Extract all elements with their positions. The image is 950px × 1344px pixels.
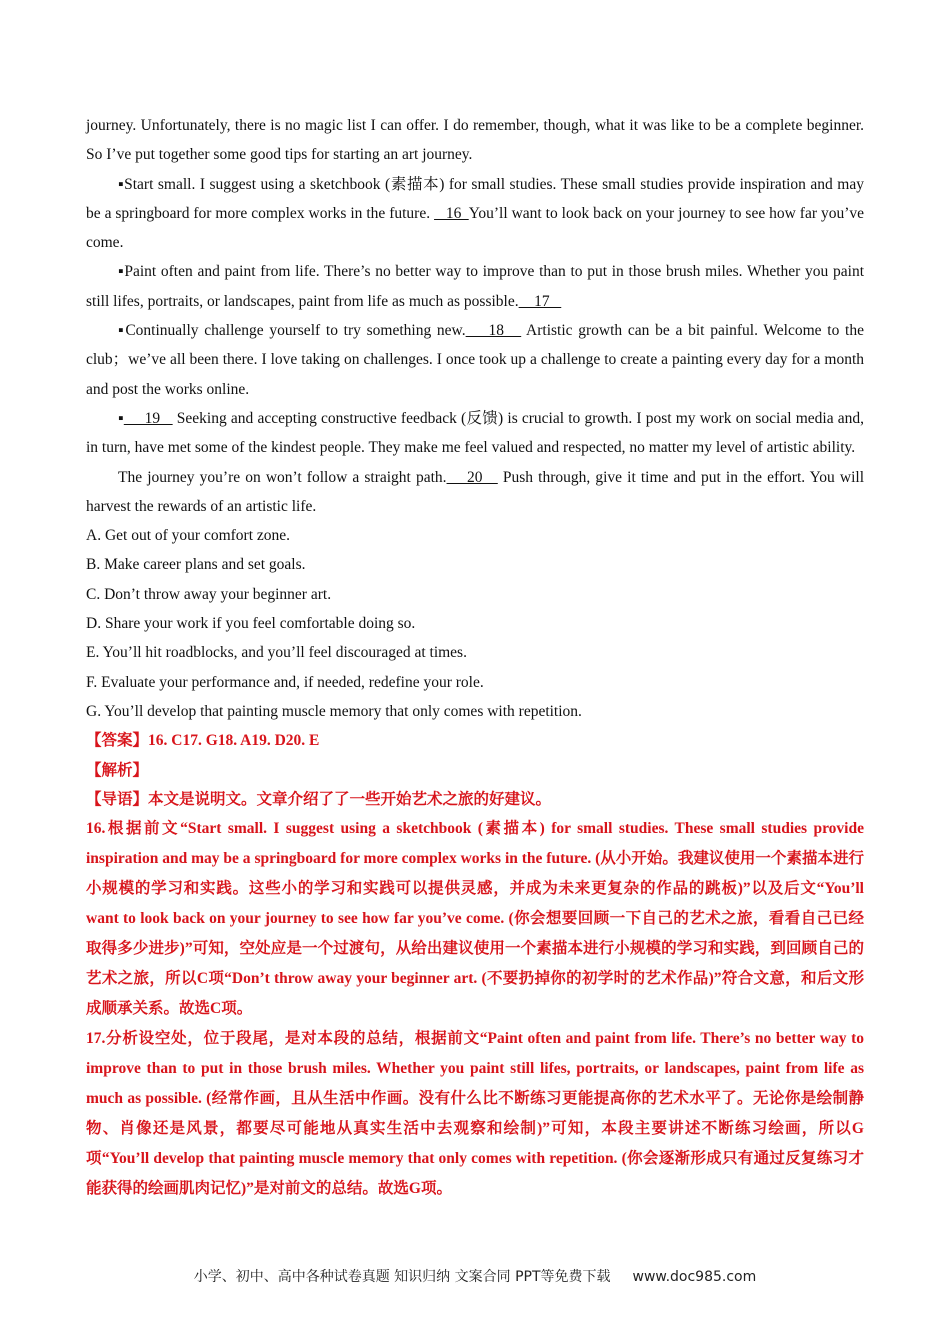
guide-line: 【导语】本文是说明文。文章介绍了了一些开始艺术之旅的好建议。 (86, 790, 552, 808)
footer-site-link[interactable]: www.doc985.com (632, 1269, 757, 1285)
tip-start-small (86, 170, 864, 258)
answer-text: 16. C17. G18. A19. D20. E (148, 732, 320, 750)
tip-feedback (86, 404, 864, 463)
option-e: E. You’ll hit roadblocks, and you’ll feel discouraged at times. (86, 644, 467, 662)
closing-text-after: Push through, give it time and put in the effort. You will harvest the rewards of an artistic life. (86, 468, 865, 515)
document-page (86, 111, 864, 1204)
option-f: F. Evaluate your performance and, if needed, redefine your role. (86, 673, 484, 691)
blank-16: 16 (434, 204, 469, 222)
option-b: B. Make career plans and set goals. (86, 556, 306, 574)
tip-paint-often-text: ▪Paint often and paint from life. There’s no better way to improve than to put in those brush miles. Whether you paint still lifes, portraits, or landscapes, paint from life as much as possible. (86, 263, 864, 310)
explanation-16: 16.根据前文“Start small. I suggest using a sketchbook (素描本) for small studies. These small studies provide inspiration and may be a springboard for more complex works in the future. (从小开始。我建议使用一个素描本进行小规模的学习和实践。这些小的学习和实践可以提供灵感，并成为未来更复杂的作品的跳板)”以及后文“You’ll want to look back on your journey to see how far you’ve come. (你会想要回顾一下自己的艺术之旅，看看自己已经取得多少进步)”可知，空处应是一个过渡句，从给出建议使用一个素描本进行小规模的学习和实践，到回顾自己的艺术之旅，所以C项“Don’t throw away your beginner art. (不要扔掉你的初学时的艺术作品)”符合文意，和后文形成顺承关系。故选C项。 (86, 820, 864, 1018)
analysis-label: 【解析】 (86, 761, 149, 779)
option-g: G. You’ll develop that painting muscle memory that only comes with repetition. (86, 702, 582, 720)
closing-text: The journey you’re on won’t follow a straight path. (118, 468, 447, 486)
option-d: D. Share your work if you feel comfortable doing so. (86, 615, 416, 633)
page-footer (0, 1266, 950, 1286)
footer-text: 小学、初中、高中各种试卷真题 知识归纳 文案合同 PPT等免费下载 (193, 1269, 611, 1285)
explanation-17: 17.分析设空处，位于段尾，是对本段的总结，根据前文“Paint often and paint from life. There’s no better way to improve than to put in those brush miles. Whether you paint still lifes, portraits, or landscapes, paint from life as much as possible. (经常作画，且从生活中作画。没有什么比不断练习更能提高你的艺术水平了。无论你是绘制静物、肖像还是风景，都要尽可能地从真实生活中去观察和绘制)”可知，本段主要讲述不断练习绘画，所以G项“You’ll develop that painting muscle memory that only comes with repetition. (你会逐渐形成只有通过反复练习才能获得的绘画肌肉记忆)”是对前文的总结。故选G项。 (86, 1030, 864, 1198)
tip-start-small-text: ▪Start small. I suggest using a sketchbook (素描本) for small studies. These small studies provide inspiration and may be a springboard for more complex works in the future. (86, 175, 864, 222)
blank-18: 18 (465, 322, 522, 340)
option-a: A. Get out of your comfort zone. (86, 527, 291, 545)
tip-challenge-text: ▪Continually challenge yourself to try something new. (118, 322, 466, 340)
bullet: ▪ (118, 409, 124, 427)
answer-line (86, 726, 864, 755)
closing-paragraph (86, 463, 864, 522)
option-c: C. Don’t throw away your beginner art. (86, 585, 332, 603)
blank-19: 19 (123, 409, 173, 427)
tip-start-small-text-after: You’ll want to look back on your journey to see how far you’ve come. (86, 204, 864, 252)
tip-paint-often (86, 257, 864, 316)
answer-label: 【答案】 (86, 732, 149, 750)
blank-17: 17 (518, 292, 562, 310)
tip-feedback-text: Seeking and accepting constructive feedback (反馈) is crucial to growth. I post my work on social media and, in turn, have met some of the kindest people. They make me feel valued and respected, no matter my level of artistic ability. (86, 409, 865, 457)
intro-paragraph: journey. Unfortunately, there is no magic list I can offer. I do remember, though, what it was like to be a complete beginner. So I’ve put together some good tips for starting an art journey. (86, 117, 864, 164)
blank-20: 20 (446, 468, 498, 486)
tip-challenge-text-after: Artistic growth can be a bit painful. Welcome to the club；we’ve all been there. I love taking on challenges. I once took up a challenge to create a painting every day for a month and post the works online. (86, 322, 864, 398)
tip-challenge (86, 316, 864, 404)
